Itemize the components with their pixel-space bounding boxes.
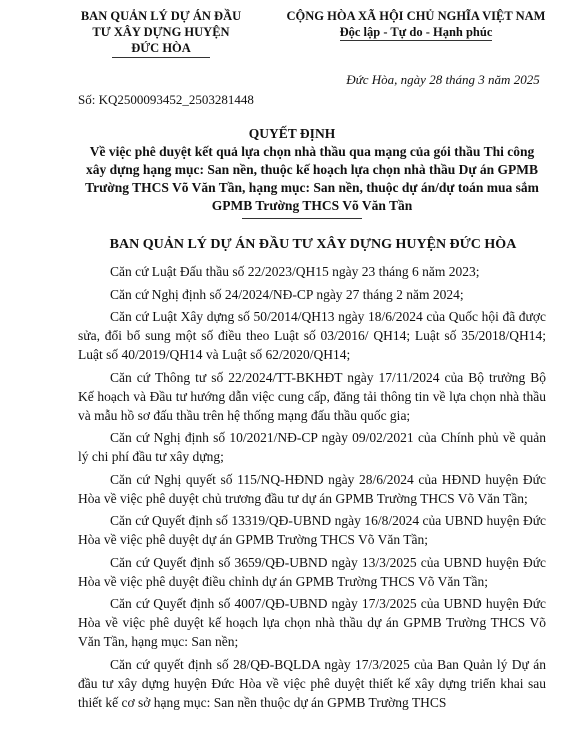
nation-header (258, 8, 574, 40)
basis-paragraph-3: Căn cứ Luật Xây dựng số 50/2014/QH13 ngày 18/6/2024 của Quốc hội đã được sửa, đổi bổ sung một số điều theo Luật số 03/2016/ QH14; Luật số 35/2018/QH14; Luật số 40/2019/QH14 và Luật số 62/2020/QH14; (78, 309, 546, 362)
agency-underline (112, 57, 210, 58)
basis-paragraph-9: Căn cứ Quyết định số 4007/QĐ-UBND ngày 17/3/2025 của UBND huyện Đức Hòa về việc phê duyệt kế hoạch lựa chọn nhà thầu dự án GPMB Trường THCS Võ Văn Tần, hạng mục: San nền; (78, 596, 546, 649)
basis-paragraph-4: Căn cứ Thông tư số 22/2024/TT-BKHĐT ngày 17/11/2024 của Bộ trưởng Bộ Kế hoạch và Đầu tư hướng dẫn việc cung cấp, đăng tải thông tin về lựa chọn nhà thầu và mẫu hồ sơ đấu thầu trên hệ thống mạng đấu thầu quốc gia; (78, 369, 546, 423)
basis-paragraph-1: Căn cứ Luật Đấu thầu số 22/2023/QH15 ngày 23 tháng 6 năm 2023; (110, 264, 480, 279)
nation-motto: Độc lập - Tự do - Hạnh phúc (339, 25, 493, 39)
basis-paragraph-2: Căn cứ Nghị định số 24/2024/NĐ-CP ngày 27 tháng 2 năm 2024; (110, 286, 464, 302)
issuing-authority: BAN QUẢN LÝ DỰ ÁN ĐẦU TƯ XÂY DỰNG HUYỆN ĐỨC HÒA (109, 237, 517, 252)
decision-title: QUYẾT ĐỊNH (248, 126, 336, 141)
nation-name: CỘNG HÒA XÃ HỘI CHỦ NGHĨA VIỆT NAM (286, 9, 546, 23)
subject-underline (242, 218, 362, 219)
basis-paragraph-6: Căn cứ Nghị quyết số 115/NQ-HĐND ngày 28/6/2024 của HĐND huyện Đức Hòa về việc phê duyệt chủ trương đầu tư dự án GPMB Trường THCS Võ Văn Tần; (78, 471, 546, 506)
agency-header (76, 8, 246, 56)
basis-paragraph-10: Căn cứ quyết định số 28/QĐ-BQLDA ngày 17/3/2025 của Ban Quản lý Dự án đầu tư xây dựng huyện Đức Hòa về việc phê duyệt thiết kế xây dựng triển khai sau thiết kế cơ sở hạng mục: San nền thuộc dự án GPMB Trường THCS (78, 656, 546, 710)
place-date: Đức Hòa, ngày 28 tháng 3 năm 2025 (346, 72, 540, 87)
basis-paragraph-5: Căn cứ Nghị định số 10/2021/NĐ-CP ngày 09/02/2021 của Chính phủ về quản lý chi phí đầu tư xây dựng; (78, 430, 546, 464)
agency-line-1: BAN QUẢN LÝ DỰ ÁN ĐẦU (80, 9, 242, 23)
basis-paragraph-7: Căn cứ Quyết định số 13319/QĐ-UBND ngày 16/8/2024 của UBND huyện Đức Hòa về việc phê duyệt dự án GPMB Trường THCS Võ Văn Tần; (78, 513, 546, 547)
motto-underline (340, 40, 492, 41)
decision-subject: Về việc phê duyệt kết quả lựa chọn nhà thầu qua mạng của gói thầu Thi công xây dựng hạng mục: San nền, thuộc kế hoạch lựa chọn nhà thầu Dự án GPMB Trường THCS Võ Văn Tần, hạng mục: San nền, thuộc dự án/dự toán mua sắm GPMB Trường THCS Võ Văn Tần (85, 144, 539, 213)
legal-bases (78, 262, 546, 715)
document-number: Số: KQ2500093452_2503281448 (78, 92, 254, 107)
agency-line-2: TƯ XÂY DỰNG HUYỆN (92, 25, 230, 39)
agency-line-3: ĐỨC HÒA (131, 41, 191, 55)
basis-paragraph-8: Căn cứ Quyết định số 3659/QĐ-UBND ngày 13/3/2025 của UBND huyện Đức Hòa về việc phê duyệt điều chỉnh dự án GPMB Trường THCS Võ Văn Tần; (78, 554, 546, 589)
